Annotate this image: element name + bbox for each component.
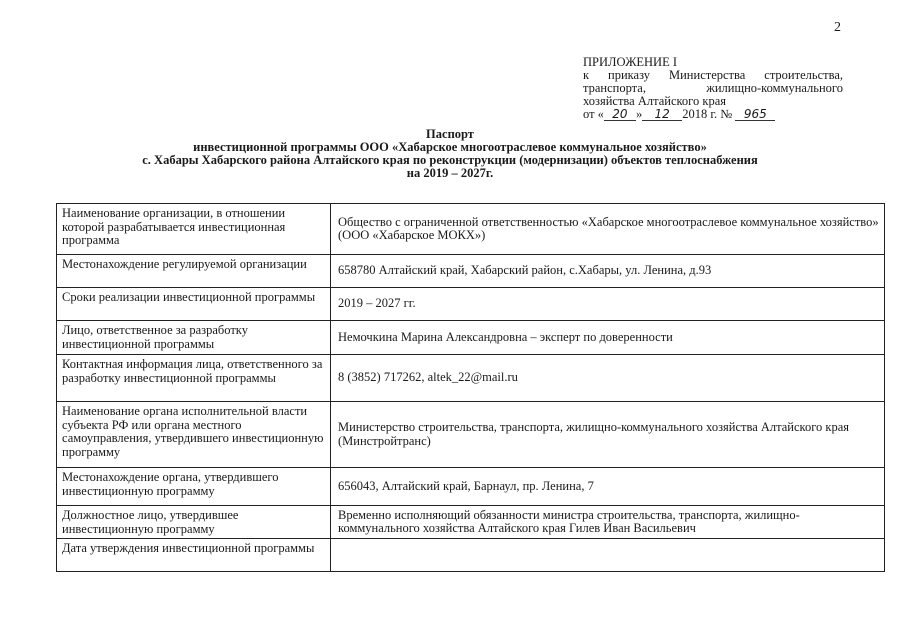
row-label: Лицо, ответственное за разработку инвестиционной программы — [57, 321, 331, 355]
row-label: Контактная информация лица, ответственного за разработку инвестиционной программы — [57, 355, 331, 402]
table-row — [57, 321, 885, 355]
appendix-line: хозяйства Алтайского края — [583, 94, 726, 108]
passport-table — [56, 203, 885, 572]
order-date-line — [583, 108, 843, 121]
row-value: 658780 Алтайский край, Хабарский район, с.Хабары, ул. Ленина, д.93 — [331, 255, 885, 288]
appendix-line: транспорта, жилищно-коммунального — [583, 81, 843, 95]
year-text: 2018 г. № — [682, 107, 733, 121]
document-title — [60, 128, 840, 180]
table-row — [57, 355, 885, 402]
title-line: инвестиционной программы ООО «Хабарское многоотраслевое коммунальное хозяйство» — [193, 140, 707, 154]
row-label: Местонахождение органа, утвердившего инвестиционную программу — [57, 468, 331, 506]
row-label: Местонахождение регулируемой организации — [57, 255, 331, 288]
date-prefix: от « — [583, 107, 604, 121]
appendix-header — [583, 56, 843, 121]
row-label: Наименование органа исполнительной власти субъекта РФ или органа местного самоуправления, утвердившего инвестиционную программу — [57, 402, 331, 468]
title-line: с. Хабары Хабарского района Алтайского края по реконструкции (модернизации) объектов теплоснабжения — [142, 153, 758, 167]
handwritten-day: 20 — [604, 108, 636, 121]
handwritten-order-number: 965 — [735, 108, 775, 121]
row-label: Дата утверждения инвестиционной программы — [57, 539, 331, 572]
row-value — [331, 539, 885, 572]
table-row — [57, 288, 885, 321]
date-sep: » — [635, 107, 643, 121]
table-row — [57, 204, 885, 255]
row-value: Министерство строительства, транспорта, жилищно-коммунального хозяйства Алтайского края (Минстройтранс) — [331, 402, 885, 468]
appendix-title: ПРИЛОЖЕНИЕ I — [583, 55, 678, 69]
table-row — [57, 506, 885, 539]
page-number: 2 — [834, 20, 841, 35]
row-label: Должностное лицо, утвердившее инвестиционную программу — [57, 506, 331, 539]
row-value: Временно исполняющий обязанности министра строительства, транспорта, жилищно-коммунального хозяйства Алтайского края Гилев Иван Васильевич — [331, 506, 885, 539]
row-label: Наименование организации, в отношении которой разрабатывается инвестиционная программа — [57, 204, 331, 255]
table-row — [57, 468, 885, 506]
row-value: Общество с ограниченной ответственностью «Хабарское многоотраслевое коммунальное хозяйство» (ООО «Хабарское МОКХ») — [331, 204, 885, 255]
row-value: 8 (3852) 717262, altek_22@mail.ru — [331, 355, 885, 402]
table-row — [57, 402, 885, 468]
row-value: Немочкина Марина Александровна – эксперт по доверенности — [331, 321, 885, 355]
handwritten-month: 12 — [642, 108, 682, 121]
row-value: 656043, Алтайский край, Барнаул, пр. Ленина, 7 — [331, 468, 885, 506]
row-value: 2019 – 2027 гг. — [331, 288, 885, 321]
title-line: на 2019 – 2027г. — [406, 166, 494, 180]
table-row — [57, 539, 885, 572]
row-label: Сроки реализации инвестиционной программы — [57, 288, 331, 321]
appendix-line: к приказу Министерства строительства, — [583, 68, 843, 82]
table-row — [57, 255, 885, 288]
title-heading: Паспорт — [426, 127, 474, 141]
